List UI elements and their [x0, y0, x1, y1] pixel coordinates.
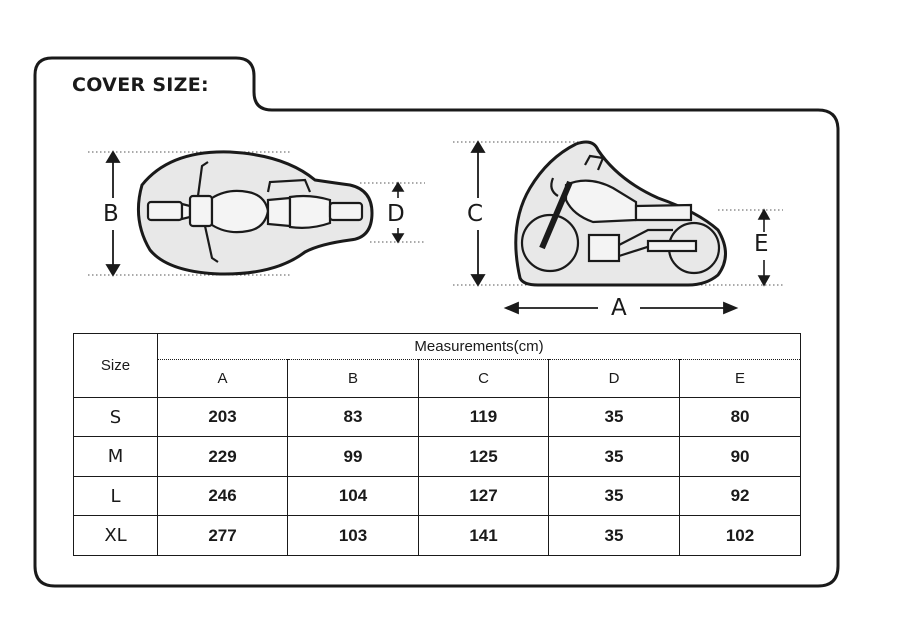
- dimension-e-label: E: [754, 231, 769, 257]
- side-view-diagram: [448, 130, 793, 320]
- top-view-diagram: [80, 140, 440, 290]
- column-header-e: E: [680, 360, 801, 398]
- value-cell: 246: [158, 477, 288, 516]
- value-cell: 92: [680, 477, 801, 516]
- value-cell: 103: [288, 516, 419, 556]
- value-cell: 35: [549, 516, 680, 556]
- value-cell: 35: [549, 437, 680, 477]
- column-header-a: A: [158, 360, 288, 398]
- size-cell: M: [74, 437, 158, 477]
- size-cell: L: [74, 477, 158, 516]
- size-table: [73, 333, 801, 556]
- dimension-a-label: A: [611, 295, 627, 321]
- page-title: COVER SIZE:: [72, 74, 209, 96]
- value-cell: 83: [288, 398, 419, 437]
- value-cell: 203: [158, 398, 288, 437]
- value-cell: 90: [680, 437, 801, 477]
- value-cell: 35: [549, 398, 680, 437]
- size-cell: XL: [74, 516, 158, 556]
- value-cell: 35: [549, 477, 680, 516]
- dimension-b-label: B: [103, 201, 119, 227]
- table-row: [74, 437, 801, 477]
- measurements-header: Measurements(cm): [158, 334, 801, 360]
- column-header-c: C: [419, 360, 549, 398]
- table-row: [74, 398, 801, 437]
- size-column-header: Size: [74, 334, 158, 398]
- column-header-b: B: [288, 360, 419, 398]
- value-cell: 125: [419, 437, 549, 477]
- value-cell: 80: [680, 398, 801, 437]
- value-cell: 277: [158, 516, 288, 556]
- table-row: [74, 516, 801, 556]
- size-cell: S: [74, 398, 158, 437]
- dimension-d-label: D: [387, 201, 405, 227]
- value-cell: 104: [288, 477, 419, 516]
- dimension-c-label: C: [467, 201, 484, 227]
- value-cell: 127: [419, 477, 549, 516]
- table-row: [74, 477, 801, 516]
- value-cell: 102: [680, 516, 801, 556]
- value-cell: 119: [419, 398, 549, 437]
- value-cell: 141: [419, 516, 549, 556]
- column-header-d: D: [549, 360, 680, 398]
- value-cell: 229: [158, 437, 288, 477]
- value-cell: 99: [288, 437, 419, 477]
